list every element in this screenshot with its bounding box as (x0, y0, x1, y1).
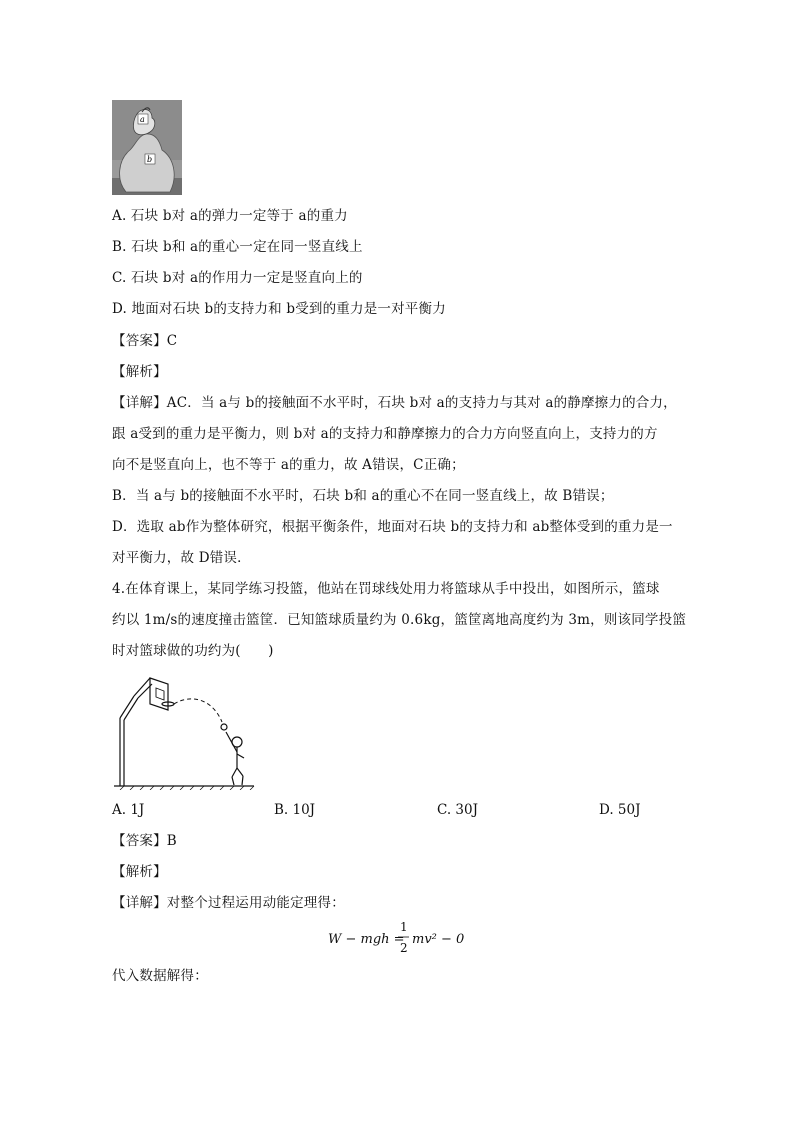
q3-option-c: C. 石块 b对 a的作用力一定是竖直向上的 (112, 270, 363, 286)
q4-option-d: D. 50J (599, 802, 641, 818)
q4-stem-line-1: 4.在体育课上，某同学练习投篮，他站在罚球线处用力将篮球从手中投出，如图所示，篮球 (112, 581, 660, 597)
q3-detail-line-1: 【详解】AC．当 a与 b的接触面不水平时，石块 b对 a的支持力与其对 a的静摩擦力的合力， (112, 395, 677, 411)
rock-label-a: a (140, 115, 145, 124)
q4-option-b: B. 10J (274, 802, 316, 818)
q3-detail-line-5: D．选取 ab作为整体研究，根据平衡条件，地面对石块 b的支持力和 ab整体受到的重力是一 (112, 519, 673, 535)
q3-option-d: D. 地面对石块 b的支持力和 b受到的重力是一对平衡力 (112, 301, 446, 317)
q3-analysis-heading: 【解析】 (112, 364, 167, 380)
formula-fraction-denominator: 2 (400, 941, 408, 955)
q4-option-a: A. 1J (112, 802, 145, 818)
q4-answer: 【答案】B (112, 833, 177, 849)
rock-label-b: b (147, 155, 153, 164)
q3-detail-line-2: 跟 a受到的重力是平衡力，则 b对 a的支持力和静摩擦力的合力方向竖直向上，支持力的方 (112, 426, 658, 442)
formula-lhs: W − mgh = (328, 932, 405, 947)
q4-detail-line-2: 代入数据解得： (112, 968, 208, 984)
q3-option-b: B. 石块 b和 a的重心一定在同一竖直线上 (112, 239, 363, 255)
basketball-shot-figure (112, 674, 257, 790)
q3-detail-line-6: 对平衡力，故 D错误． (112, 550, 251, 566)
formula-rhs: mv² − 0 (412, 932, 465, 947)
q4-stem-line-3: 时对篮球做的功约为( ) (112, 643, 274, 659)
q4-analysis-heading: 【解析】 (112, 864, 167, 880)
q3-option-a: A. 石块 b对 a的弹力一定等于 a的重力 (112, 208, 348, 224)
rock-stack-figure (112, 100, 182, 195)
work-energy-formula (328, 918, 468, 960)
q3-detail-line-3: 向不是竖直向上，也不等于 a的重力，故 A错误，C正确； (112, 457, 465, 473)
q3-detail-line-4: B．当 a与 b的接触面不水平时，石块 b和 a的重心不在同一竖直线上，故 B错误； (112, 488, 614, 504)
q4-stem-line-2: 约以 1m/s的速度撞击篮筐．已知篮球质量约为 0.6kg，篮筐离地高度约为 3m，则该同学投篮 (112, 612, 687, 628)
q3-answer: 【答案】C (112, 333, 178, 349)
q4-detail-line-1: 【详解】对整个过程运用动能定理得： (112, 895, 345, 911)
formula-fraction-numerator: 1 (400, 920, 408, 934)
q4-option-c: C. 30J (437, 802, 479, 818)
